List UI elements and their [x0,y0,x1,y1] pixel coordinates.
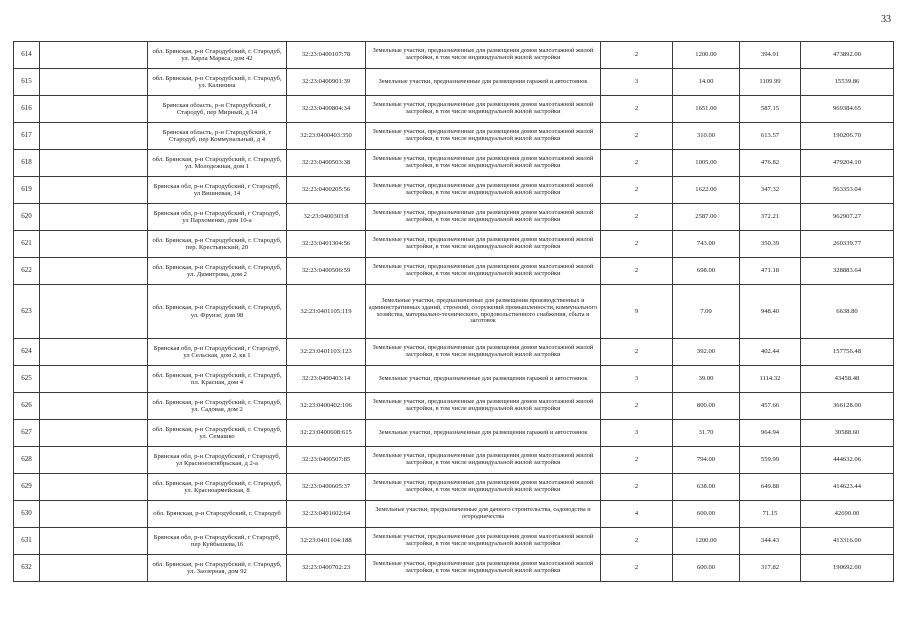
group-cell: 3 [601,366,673,393]
cadastral-number-cell: 32:23:0400901:39 [287,69,366,96]
group-cell: 2 [601,204,673,231]
address-cell: обл. Брянская, р-н Стародубский, г. Стародуб [148,501,287,528]
land-use-cell: Земельные участки, предназначенные для размещения гаражей и автостоянок [366,366,601,393]
specific-value-cell: 1114.32 [740,366,801,393]
table-row [14,555,894,582]
cadastral-number-cell: 32:23:0400403:350 [287,123,366,150]
specific-value-cell: 649.88 [740,474,801,501]
area-cell: 1200.00 [673,528,740,555]
area-cell: 31.70 [673,420,740,447]
specific-value-cell: 587.15 [740,96,801,123]
table-row [14,339,894,366]
cadastral-number-cell: 32:23:0400503:38 [287,150,366,177]
area-cell: 310.00 [673,123,740,150]
row-number-cell: 620 [14,204,40,231]
land-use-cell: Земельные участки, предназначенные для размещения домов малоэтажной жилой застройки, в том числе индивидуальной жилой застройки [366,96,601,123]
land-use-cell: Земельные участки, предназначенные для размещения домов малоэтажной жилой застройки, в том числе индивидуальной жилой застройки [366,177,601,204]
row-number-cell: 627 [14,420,40,447]
land-use-cell: Земельные участки, предназначенные для размещения домов малоэтажной жилой застройки, в том числе индивидуальной жилой застройки [366,258,601,285]
table-row [14,447,894,474]
specific-value-cell: 317.82 [740,555,801,582]
table-row [14,42,894,69]
cadastral-number-cell: 32:23:0400702:23 [287,555,366,582]
row-number-cell: 629 [14,474,40,501]
area-cell: 698.00 [673,258,740,285]
area-cell: 1622.00 [673,177,740,204]
cadastral-number-cell: 32:23:0400605:37 [287,474,366,501]
specific-value-cell: 402.44 [740,339,801,366]
cadastral-value-cell: 444632.06 [801,447,894,474]
table-body [14,42,894,582]
group-cell: 2 [601,555,673,582]
address-cell: обл. Брянская, р-н Стародубский, г. Стародуб, ул. Молодежная, дом 1 [148,150,287,177]
cadastral-number-cell: 32:23:0400107:78 [287,42,366,69]
row-number-cell: 617 [14,123,40,150]
area-cell: 800.00 [673,393,740,420]
blank-cell [40,474,148,501]
group-cell: 2 [601,150,673,177]
blank-cell [40,258,148,285]
group-cell: 2 [601,528,673,555]
cadastral-value-cell: 414623.44 [801,474,894,501]
area-cell: 2587.00 [673,204,740,231]
specific-value-cell: 559.99 [740,447,801,474]
group-cell: 2 [601,42,673,69]
specific-value-cell: 457.66 [740,393,801,420]
page-number: 33 [881,14,891,25]
cadastral-value-cell: 43458.48 [801,366,894,393]
cadastral-value-cell: 479204.10 [801,150,894,177]
cadastral-value-cell: 157756.48 [801,339,894,366]
cadastral-value-cell: 969384.65 [801,96,894,123]
cadastral-number-cell: 32:23:0400506:59 [287,258,366,285]
table-row [14,501,894,528]
row-number-cell: 625 [14,366,40,393]
blank-cell [40,393,148,420]
table-row [14,285,894,339]
row-number-cell: 621 [14,231,40,258]
land-use-cell: Земельные участки, предназначенные для размещения гаражей и автостоянок [366,420,601,447]
address-cell: обл. Брянская, р-н Стародубский, г. Стародуб, ул. Фрунзе, дом 98 [148,285,287,339]
blank-cell [40,501,148,528]
cadastral-number-cell: 32:23:0401602:64 [287,501,366,528]
group-cell: 3 [601,420,673,447]
land-use-cell: Земельные участки, предназначенные для размещения домов малоэтажной жилой застройки, в том числе индивидуальной жилой застройки [366,123,601,150]
land-use-cell: Земельные участки, предназначенные для размещения домов малоэтажной жилой застройки, в том числе индивидуальной жилой застройки [366,339,601,366]
blank-cell [40,96,148,123]
blank-cell [40,366,148,393]
group-cell: 2 [601,177,673,204]
group-cell: 2 [601,447,673,474]
area-cell: 1005.00 [673,150,740,177]
land-use-cell: Земельные участки, предназначенные для размещения домов малоэтажной жилой застройки, в том числе индивидуальной жилой застройки [366,555,601,582]
area-cell: 794.00 [673,447,740,474]
land-use-cell: Земельные участки, предназначенные для размещения домов малоэтажной жилой застройки, в том числе индивидуальной жилой застройки [366,204,601,231]
blank-cell [40,204,148,231]
group-cell: 2 [601,123,673,150]
cadastral-value-cell: 366128.00 [801,393,894,420]
address-cell: обл. Брянская, р-н Стародубский, г. Стародуб, ул. Калинина [148,69,287,96]
land-use-cell: Земельные участки, предназначенные для размещения домов малоэтажной жилой застройки, в том числе индивидуальной жилой застройки [366,231,601,258]
cadastral-value-cell: 42690.00 [801,501,894,528]
land-use-cell: Земельные участки, предназначенные для размещения домов малоэтажной жилой застройки, в том числе индивидуальной жилой застройки [366,447,601,474]
address-cell: обл. Брянская, р-н Стародубский, г. Стародуб, пл. Красная, дом 4 [148,366,287,393]
blank-cell [40,420,148,447]
table-row [14,420,894,447]
specific-value-cell: 1109.99 [740,69,801,96]
specific-value-cell: 964.94 [740,420,801,447]
blank-cell [40,42,148,69]
cadastral-number-cell: 32:23:0400205:56 [287,177,366,204]
blank-cell [40,555,148,582]
land-use-cell: Земельные участки, предназначенные для размещения домов малоэтажной жилой застройки, в том числе индивидуальной жилой застройки [366,393,601,420]
address-cell: Брянская обл, р-н Стародубский, г Стародуб, ул Сельская, дом 2, кв 1 [148,339,287,366]
area-cell: 600.00 [673,555,740,582]
cadastral-number-cell: 32:23:0401103:123 [287,339,366,366]
cadastral-value-cell: 190206.70 [801,123,894,150]
area-cell: 392.00 [673,339,740,366]
blank-cell [40,231,148,258]
blank-cell [40,177,148,204]
land-use-cell: Земельные участки, предназначенные для размещения домов малоэтажной жилой застройки, в том числе индивидуальной жилой застройки [366,42,601,69]
table-row [14,366,894,393]
table-row [14,528,894,555]
cadastral-value-cell: 260339.77 [801,231,894,258]
specific-value-cell: 71.15 [740,501,801,528]
cadastral-number-cell: 32:23:0401104:188 [287,528,366,555]
specific-value-cell: 948.40 [740,285,801,339]
row-number-cell: 619 [14,177,40,204]
blank-cell [40,123,148,150]
address-cell: Брянская область, р-н Стародубский, г Стародуб, пер Коммунальный, д 4 [148,123,287,150]
land-valuation-table-container [13,41,893,582]
cadastral-value-cell: 6638.80 [801,285,894,339]
row-number-cell: 628 [14,447,40,474]
table-row [14,474,894,501]
address-cell: Брянская обл, р-н Стародубский, г Стародуб, ул Красноеоктябрьская, д 2-а [148,447,287,474]
area-cell: 7.00 [673,285,740,339]
land-use-cell: Земельные участки, предназначенные для размещения гаражей и автостоянок [366,69,601,96]
address-cell: обл. Брянская, р-н Стародубский, г. Стародуб, ул. Семашко [148,420,287,447]
address-cell: Брянская обл, р-н Стародубский, г Стародуб, ул Вишневая, 14 [148,177,287,204]
row-number-cell: 624 [14,339,40,366]
row-number-cell: 631 [14,528,40,555]
table-row [14,204,894,231]
area-cell: 600.00 [673,501,740,528]
table-row [14,69,894,96]
group-cell: 4 [601,501,673,528]
area-cell: 14.00 [673,69,740,96]
land-use-cell: Земельные участки, предназначенные для дачного строительства, садоводства и огородничества [366,501,601,528]
table-row [14,123,894,150]
blank-cell [40,69,148,96]
cadastral-number-cell: 32:23:0400303:8 [287,204,366,231]
cadastral-value-cell: 413316.00 [801,528,894,555]
address-cell: обл. Брянская, р-н Стародубский, г. Стародуб, ул. Садовая, дом 2 [148,393,287,420]
blank-cell [40,339,148,366]
cadastral-value-cell: 473892.00 [801,42,894,69]
address-cell: обл. Брянская, р-н Стародубский, г. Стародуб, ул. Димитрова, дом 2 [148,258,287,285]
cadastral-value-cell: 328883.64 [801,258,894,285]
row-number-cell: 616 [14,96,40,123]
area-cell: 1651.00 [673,96,740,123]
group-cell: 2 [601,393,673,420]
cadastral-number-cell: 32:23:0400804:34 [287,96,366,123]
cadastral-value-cell: 962907.27 [801,204,894,231]
cadastral-value-cell: 15539.86 [801,69,894,96]
land-use-cell: Земельные участки, предназначенные для размещения производственных и административных зданий, строений, сооружений промышленности, коммунального хозяйства, материально-технического, продовольственного снабжения, сбыта и заготовок [366,285,601,339]
address-cell: Брянская обл, р-н Стародубский, г Стародуб, ул Пархоменко, дом 10-а [148,204,287,231]
group-cell: 2 [601,474,673,501]
address-cell: обл. Брянская, р-н Стародубский, г. Стародуб, пер. Крестьянский, 20 [148,231,287,258]
area-cell: 39.00 [673,366,740,393]
group-cell: 2 [601,96,673,123]
group-cell: 3 [601,69,673,96]
table-row [14,96,894,123]
row-number-cell: 615 [14,69,40,96]
cadastral-number-cell: 32:23:0400402:106 [287,393,366,420]
specific-value-cell: 394.91 [740,42,801,69]
specific-value-cell: 471.18 [740,258,801,285]
cadastral-value-cell: 30588.60 [801,420,894,447]
specific-value-cell: 476.82 [740,150,801,177]
row-number-cell: 622 [14,258,40,285]
row-number-cell: 632 [14,555,40,582]
group-cell: 9 [601,285,673,339]
row-number-cell: 630 [14,501,40,528]
blank-cell [40,528,148,555]
row-number-cell: 614 [14,42,40,69]
specific-value-cell: 350.39 [740,231,801,258]
table-row [14,258,894,285]
specific-value-cell: 344.43 [740,528,801,555]
cadastral-number-cell: 32:23:0401304:56 [287,231,366,258]
table-row [14,393,894,420]
cadastral-number-cell: 32:23:0401105:119 [287,285,366,339]
address-cell: обл. Брянская, р-н Стародубский, г. Стародуб, ул. Заозерная, дом 92 [148,555,287,582]
address-cell: обл. Брянская, р-н Стародубский, г. Стародуб, ул. Карла Маркса, дом 42 [148,42,287,69]
address-cell: Брянская область, р-н Стародубский, г Стародуб, пер Мирный, д 14 [148,96,287,123]
address-cell: обл. Брянская, р-н Стародубский, г. Стародуб, ул. Красноармейская, 8 [148,474,287,501]
blank-cell [40,150,148,177]
group-cell: 2 [601,231,673,258]
specific-value-cell: 372.21 [740,204,801,231]
group-cell: 2 [601,339,673,366]
area-cell: 743.00 [673,231,740,258]
cadastral-value-cell: 190692.00 [801,555,894,582]
land-use-cell: Земельные участки, предназначенные для размещения домов малоэтажной жилой застройки, в том числе индивидуальной жилой застройки [366,150,601,177]
blank-cell [40,285,148,339]
row-number-cell: 623 [14,285,40,339]
cadastral-number-cell: 32:23:0400608:615 [287,420,366,447]
table-row [14,150,894,177]
group-cell: 2 [601,258,673,285]
land-use-cell: Земельные участки, предназначенные для размещения домов малоэтажной жилой застройки, в том числе индивидуальной жилой застройки [366,528,601,555]
table-row [14,177,894,204]
table-row [14,231,894,258]
land-valuation-table [13,41,894,582]
land-use-cell: Земельные участки, предназначенные для размещения домов малоэтажной жилой застройки, в том числе индивидуальной жилой застройки [366,474,601,501]
row-number-cell: 626 [14,393,40,420]
area-cell: 638.00 [673,474,740,501]
cadastral-number-cell: 32:23:0400403:14 [287,366,366,393]
blank-cell [40,447,148,474]
cadastral-value-cell: 563353.04 [801,177,894,204]
row-number-cell: 618 [14,150,40,177]
cadastral-number-cell: 32:23:0400507:85 [287,447,366,474]
area-cell: 1200.00 [673,42,740,69]
address-cell: Брянская обл, р-н Стародубский, г Стародуб, пер Куйбышева,16 [148,528,287,555]
specific-value-cell: 613.57 [740,123,801,150]
specific-value-cell: 347.32 [740,177,801,204]
